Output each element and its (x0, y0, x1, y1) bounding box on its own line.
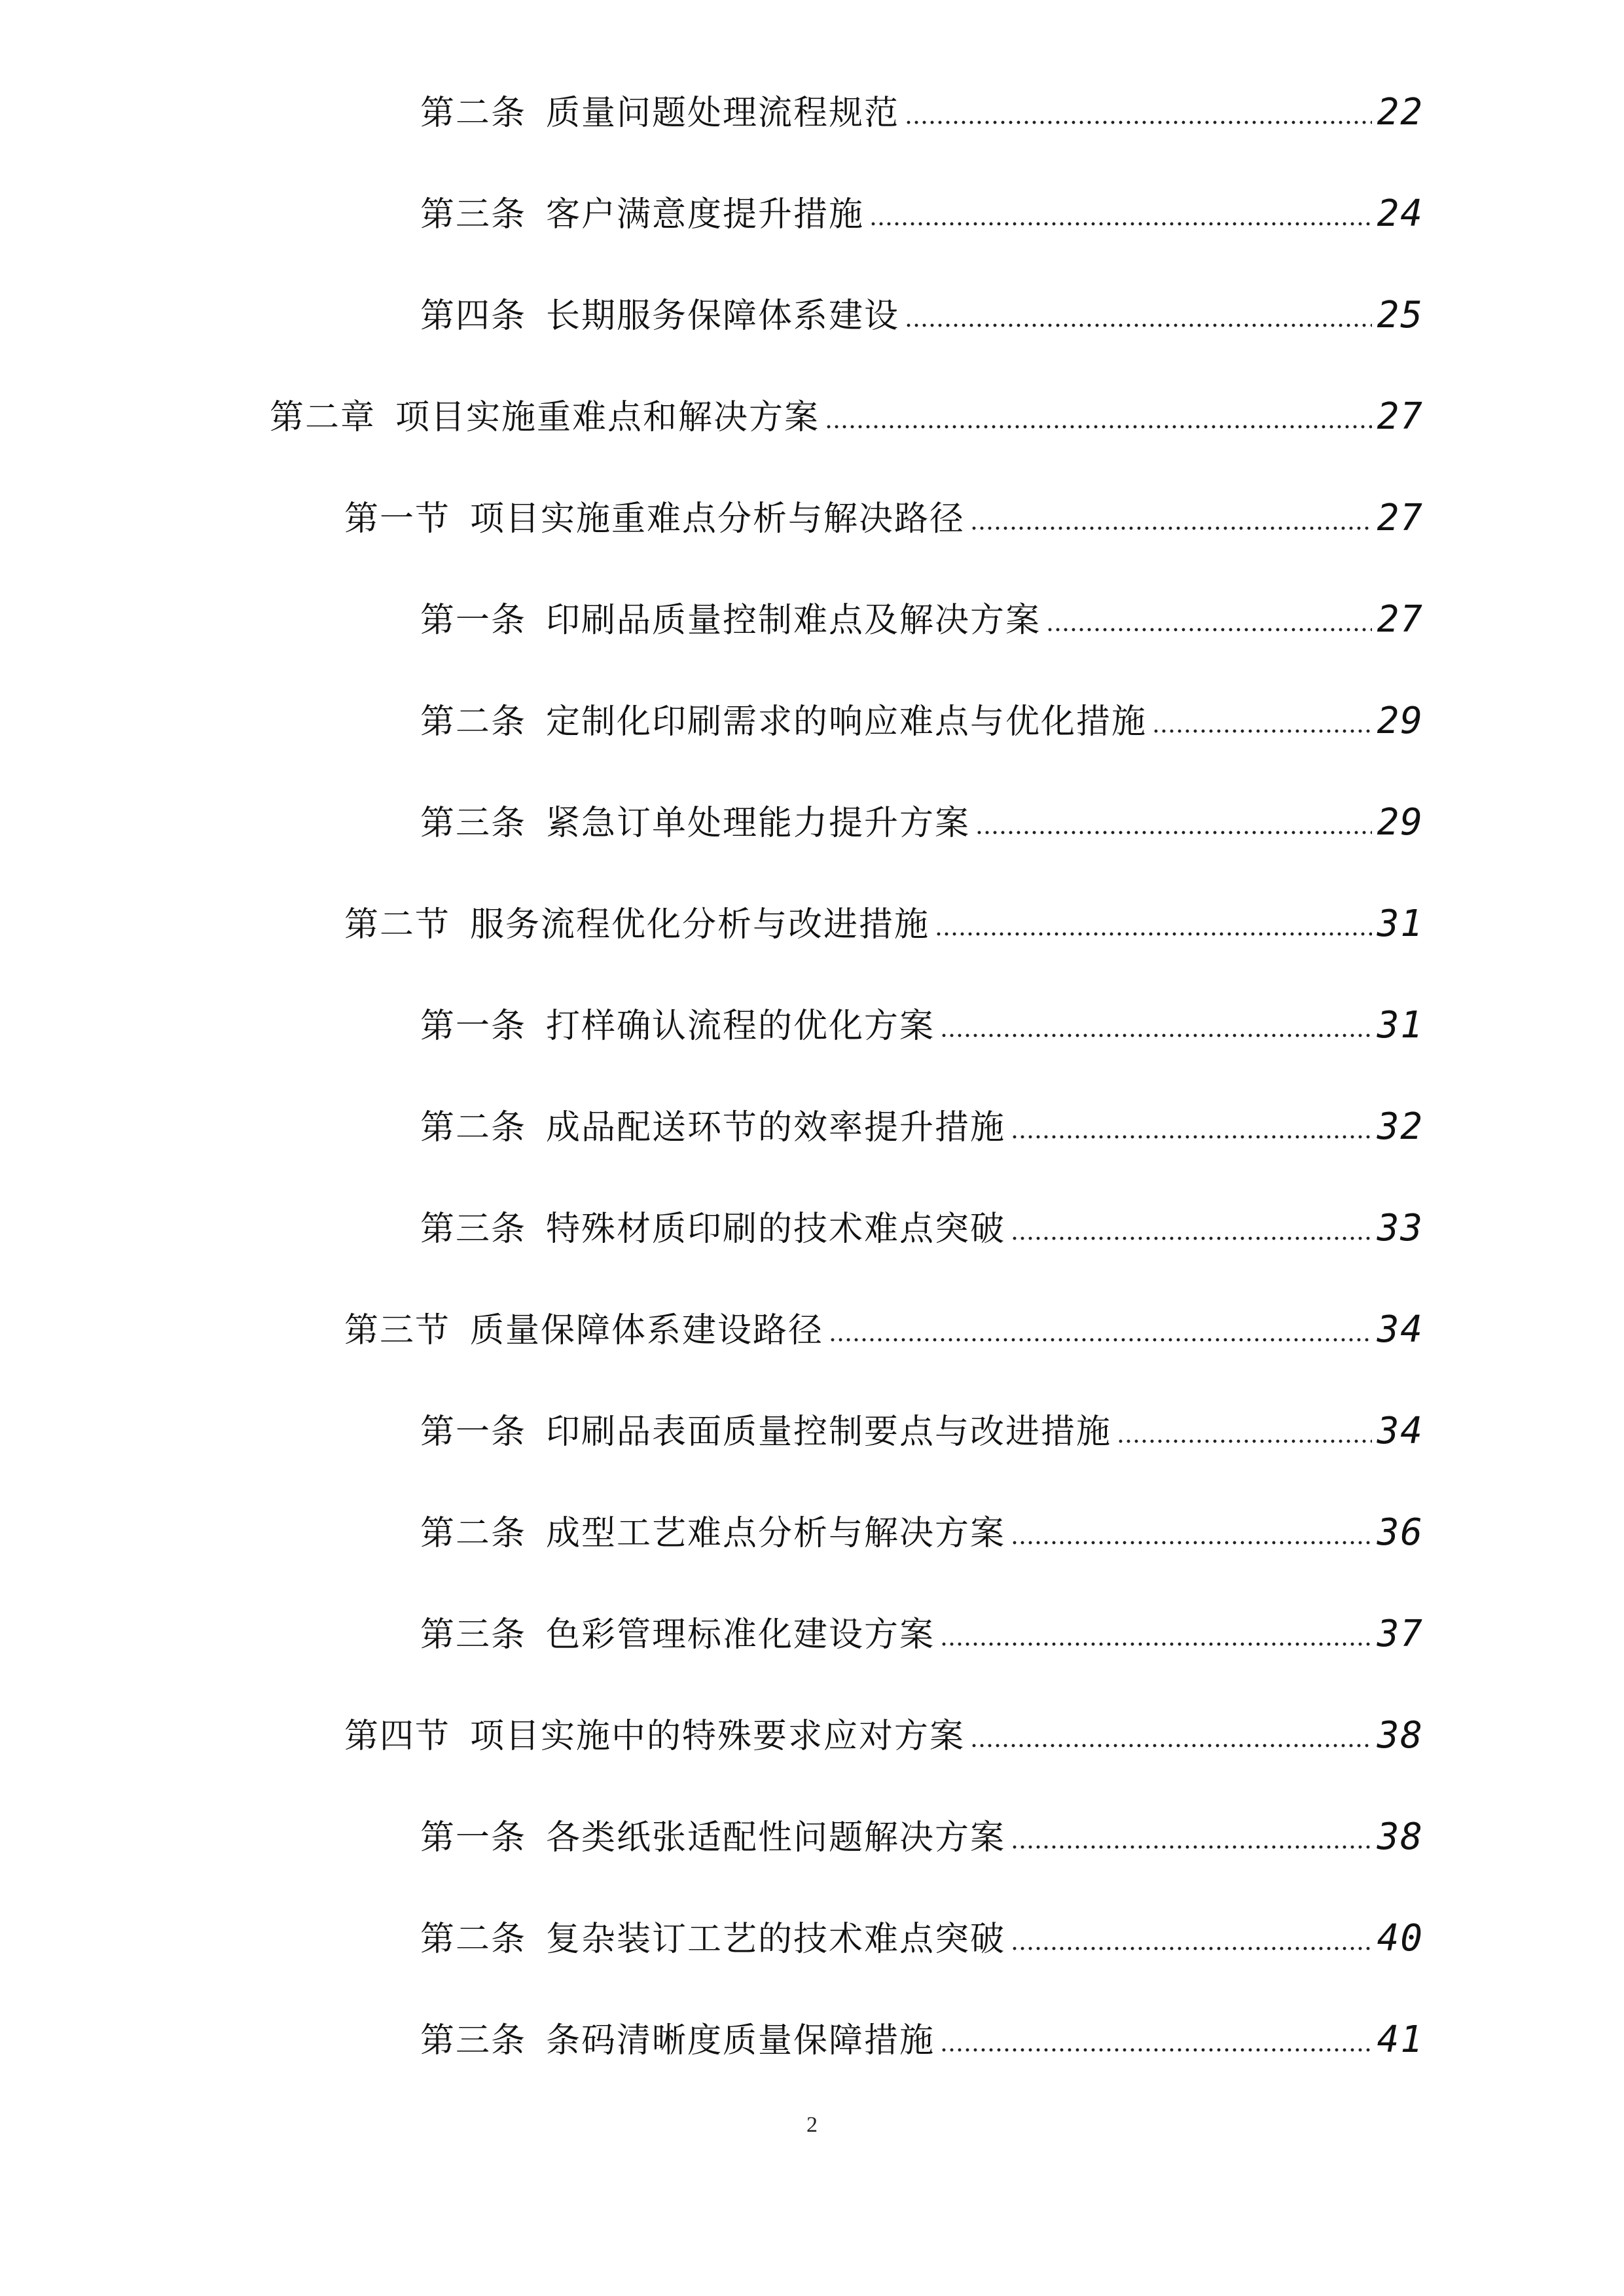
toc-entry-number: 第一条 (420, 1007, 527, 1046)
toc-entry-page: 38 (1377, 1714, 1424, 1757)
toc-entry-title: 服务流程优化分析与改进措施 (470, 905, 930, 944)
dot-leader (905, 321, 1372, 329)
toc-entry[interactable] (420, 692, 1424, 751)
toc-entry[interactable] (420, 1605, 1424, 1664)
toc-entry-number: 第三条 (420, 804, 527, 843)
toc-entry-title: 复杂装订工艺的技术难点突破 (546, 1920, 1006, 1959)
toc-entry-number: 第二条 (420, 1920, 527, 1959)
dot-leader (905, 118, 1372, 126)
toc-entry-page: 36 (1377, 1511, 1424, 1554)
toc-entry-title: 色彩管理标准化建设方案 (546, 1615, 935, 1655)
dot-leader (1011, 1945, 1372, 1952)
toc-entry[interactable] (344, 895, 1424, 954)
toc-entry-page: 34 (1377, 1410, 1424, 1452)
toc-entry[interactable] (270, 387, 1424, 446)
toc-entry[interactable] (420, 1098, 1424, 1157)
toc-entry-page: 27 (1377, 395, 1424, 438)
dot-leader (940, 1031, 1372, 1039)
toc-entry-title: 条码清晰度质量保障措施 (546, 2021, 935, 2060)
toc-entry[interactable] (420, 590, 1424, 649)
toc-entry-number: 第二节 (344, 905, 451, 944)
toc-entry-number: 第一条 (420, 1412, 527, 1452)
toc-entry-number: 第二条 (420, 702, 527, 742)
dot-leader (1011, 1539, 1372, 1547)
toc-entry-number: 第二条 (420, 1514, 527, 1553)
toc-entry-page: 29 (1377, 801, 1424, 844)
toc-entry-number: 第三条 (420, 1210, 527, 1249)
toc-entry-page: 29 (1377, 700, 1424, 742)
dot-leader (940, 1640, 1372, 1648)
toc-entry-number: 第四条 (420, 296, 527, 336)
toc-entry-number: 第二章 (270, 398, 376, 437)
toc-entry-number: 第一条 (420, 601, 527, 640)
toc-entry-title: 质量问题处理流程规范 (546, 94, 900, 133)
toc-entry[interactable] (420, 83, 1424, 142)
toc-entry[interactable] (420, 1503, 1424, 1562)
toc-entry-page: 24 (1377, 192, 1424, 235)
toc-entry-title: 长期服务保障体系建设 (546, 296, 900, 336)
dot-leader (1011, 1843, 1372, 1851)
toc-entry-page: 27 (1377, 598, 1424, 641)
toc-entry-title: 项目实施重难点分析与解决路径 (470, 499, 965, 539)
toc-entry-page: 33 (1377, 1207, 1424, 1249)
toc-entry[interactable] (420, 185, 1424, 243)
toc-entry-page: 34 (1377, 1308, 1424, 1351)
toc-entry-page: 38 (1377, 1816, 1424, 1858)
toc-entry[interactable] (420, 1402, 1424, 1461)
toc-entry-page: 27 (1377, 497, 1424, 539)
toc-entry[interactable] (420, 996, 1424, 1055)
toc-entry[interactable] (420, 793, 1424, 852)
toc-entry-title: 客户满意度提升措施 (546, 195, 865, 234)
toc-entry-number: 第一条 (420, 1818, 527, 1857)
toc-entry-number: 第四节 (344, 1717, 451, 1756)
toc-entry-page: 37 (1377, 1613, 1424, 1655)
toc-entry-title: 特殊材质印刷的技术难点突破 (546, 1210, 1006, 1249)
toc-entry[interactable] (420, 1909, 1424, 1968)
toc-entry[interactable] (420, 2011, 1424, 2070)
toc-entry-page: 25 (1377, 294, 1424, 336)
dot-leader (935, 930, 1372, 938)
dot-leader (1046, 626, 1372, 634)
toc-entry[interactable] (420, 1808, 1424, 1867)
dot-leader (869, 220, 1372, 228)
toc-entry-title: 印刷品表面质量控制要点与改进措施 (546, 1412, 1112, 1452)
toc-entry-title: 成型工艺难点分析与解决方案 (546, 1514, 1006, 1553)
toc-entry-page: 41 (1377, 2018, 1424, 2061)
toc-entry[interactable] (420, 1199, 1424, 1258)
dot-leader (970, 524, 1372, 532)
dot-leader (825, 423, 1372, 431)
toc-entry[interactable] (420, 286, 1424, 345)
dot-leader (970, 1742, 1372, 1749)
toc-entry-number: 第三条 (420, 195, 527, 234)
toc-entry-page: 31 (1377, 1004, 1424, 1047)
toc-entry-page: 32 (1377, 1105, 1424, 1148)
page-number: 2 (806, 2113, 818, 2137)
dot-leader (1152, 727, 1372, 735)
toc-entry-page: 40 (1377, 1917, 1424, 1960)
toc-entry-title: 各类纸张适配性问题解决方案 (546, 1818, 1006, 1857)
toc-entry-title: 紧急订单处理能力提升方案 (546, 804, 971, 843)
toc-entry-page: 31 (1377, 903, 1424, 945)
toc-entry-title: 成品配送环节的效率提升措施 (546, 1108, 1006, 1147)
toc-entry-number: 第三条 (420, 1615, 527, 1655)
toc-entry[interactable] (344, 1706, 1424, 1765)
dot-leader (975, 829, 1372, 836)
toc-entry-number: 第三节 (344, 1311, 451, 1350)
toc-entry-title: 项目实施重难点和解决方案 (395, 398, 820, 437)
toc-entry[interactable] (344, 489, 1424, 548)
toc-entry-number: 第一节 (344, 499, 451, 539)
dot-leader (940, 2046, 1372, 2054)
dot-leader (829, 1336, 1372, 1344)
toc-entry-title: 定制化印刷需求的响应难点与优化措施 (546, 702, 1147, 742)
toc-entry-number: 第二条 (420, 1108, 527, 1147)
dot-leader (1117, 1437, 1372, 1445)
toc-entry-page: 22 (1377, 91, 1424, 134)
toc-entry[interactable] (344, 1300, 1424, 1359)
toc-entry-title: 项目实施中的特殊要求应对方案 (470, 1717, 965, 1756)
toc-entry-number: 第二条 (420, 94, 527, 133)
toc-entry-title: 印刷品质量控制难点及解决方案 (546, 601, 1041, 640)
toc-entry-title: 质量保障体系建设路径 (470, 1311, 824, 1350)
toc-entry-number: 第三条 (420, 2021, 527, 2060)
dot-leader (1011, 1234, 1372, 1242)
dot-leader (1011, 1133, 1372, 1141)
toc-entry-title: 打样确认流程的优化方案 (546, 1007, 935, 1046)
